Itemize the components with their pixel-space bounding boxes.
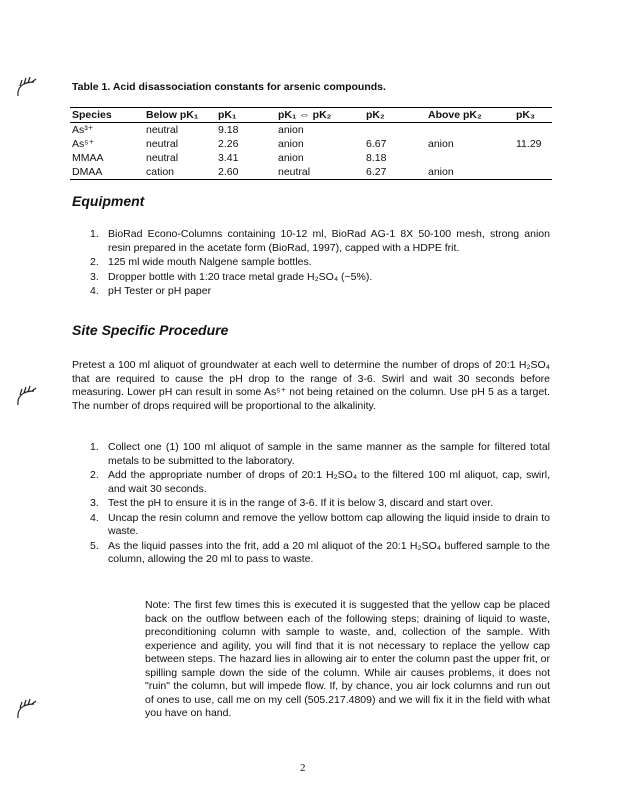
table-cell: anion xyxy=(278,124,304,136)
table-cell xyxy=(514,123,552,138)
list-item xyxy=(90,256,550,270)
table-row xyxy=(70,151,552,165)
step-number: 4. xyxy=(90,511,99,524)
table-header-row xyxy=(70,108,552,123)
table-cell xyxy=(426,151,514,165)
table-cell: cation xyxy=(146,166,175,178)
page-number: 2 xyxy=(300,762,306,774)
step-number: 1. xyxy=(90,441,99,453)
table-row xyxy=(70,123,552,138)
table-cell: As³⁺ xyxy=(72,124,94,136)
table-cell: 2.60 xyxy=(218,166,239,178)
item-text: pH Tester or pH paper xyxy=(108,285,212,297)
column-header: pK₁ ⇔ pK₂ xyxy=(276,108,364,123)
item-number: 3. xyxy=(90,270,99,283)
table-cell: neutral xyxy=(146,138,179,150)
step-number: 3. xyxy=(90,497,99,509)
column-header: pK₃ xyxy=(514,108,552,123)
binder-mark-icon xyxy=(14,76,40,98)
table-cell: DMAA xyxy=(72,166,103,178)
table-cell xyxy=(426,123,514,138)
list-item xyxy=(90,228,550,255)
procedure-steps xyxy=(90,441,550,568)
table-cell xyxy=(514,151,552,165)
table-cell: 6.67 xyxy=(366,138,387,150)
table-cell: neutral xyxy=(146,124,179,136)
step-number: 2. xyxy=(90,469,99,481)
list-item xyxy=(90,512,550,539)
item-number: 4. xyxy=(90,285,99,297)
table-cell xyxy=(514,165,552,180)
column-header: Above pK₂ xyxy=(426,108,514,123)
table-row xyxy=(70,165,552,180)
table-cell: neutral xyxy=(278,166,311,178)
equipment-heading: Equipment xyxy=(72,193,145,209)
list-item xyxy=(90,441,550,468)
column-header: pK₁ xyxy=(216,108,276,123)
table-row xyxy=(70,137,552,151)
step-text: As the liquid passes into the frit, add a 20 ml aliquot of the 20:1 H₂SO₄ buffered sample to the column, allowing the 20 ml to pass to waste. xyxy=(108,539,550,565)
item-text: BioRad Econo-Columns containing 10-12 ml, BioRad AG-1 8X 50-100 mesh, strong anion resin prepared in the acetate form (BioRad, 1997), capped with a HDPE frit. xyxy=(108,228,550,254)
acid-constants-table xyxy=(70,107,552,180)
list-item xyxy=(90,497,550,511)
binder-mark-icon xyxy=(14,385,40,407)
list-item xyxy=(90,469,550,496)
table-cell: 6.27 xyxy=(366,166,387,178)
table-cell: anion xyxy=(278,152,304,164)
list-item xyxy=(90,540,550,567)
list-item xyxy=(90,271,550,285)
step-text: Test the pH to ensure it is in the range of 3-6. If it is below 3, discard and start over. xyxy=(108,497,494,509)
table-cell xyxy=(364,123,426,138)
column-header: pK₂ xyxy=(364,108,426,123)
table-cell: 2.26 xyxy=(218,138,239,150)
equipment-list xyxy=(90,228,550,300)
procedure-intro: Pretest a 100 ml aliquot of groundwater at each well to determine the number of drops of 20:1 H₂SO₄ that are required to cause the pH drop to the range of 3-6. Swirl and wait 30 seconds before measuring. Lower pH can result in some As⁵⁺ not being retained on the column. Use pH 5 as a target. The number of drops required will be proportional to the alkalinity. xyxy=(72,359,550,412)
binder-mark-icon xyxy=(14,698,40,720)
item-text: Dropper bottle with 1:20 trace metal grade H₂SO₄ (~5%). xyxy=(108,270,373,283)
item-text: 125 ml wide mouth Nalgene sample bottles. xyxy=(108,256,312,268)
table-cell: 8.18 xyxy=(366,152,387,164)
column-header: Species xyxy=(70,108,144,123)
table-cell: MMAA xyxy=(72,152,104,164)
table-cell: anion xyxy=(428,166,454,178)
table-cell: 3.41 xyxy=(218,152,239,164)
table-cell: anion xyxy=(278,138,304,150)
item-number: 1. xyxy=(90,228,99,240)
table-cell: anion xyxy=(428,138,454,150)
table-cell: As⁵⁺ xyxy=(72,138,95,150)
procedure-note: Note: The first few times this is executed it is suggested that the yellow cap be placed back on the outflow between each of the following steps; draining of liquid to waste, preconditioning column with sample to waste, and, collection of the sample. With experience and agility, you will find that it is not necessary to replace the yellow cap between steps. The hazard lies in allowing air to enter the column past the upper frit, or spilling sample down the side of the column. While air causes problems, it does not "ruin" the column, but will impede flow. If, by chance, you air lock columns and run out of ones to use, call me on my cell (505.217.4809) and we will fix it in the field with what you have on hand. xyxy=(145,599,550,719)
step-text: Uncap the resin column and remove the yellow bottom cap allowing the liquid inside to drain to waste. xyxy=(108,511,550,537)
step-text: Add the appropriate number of drops of 20:1 H₂SO₄ to the filtered 100 ml aliquot, cap, swirl, and wait 30 seconds. xyxy=(108,469,550,495)
table-cell: neutral xyxy=(146,152,179,164)
table-cell: 11.29 xyxy=(516,138,542,150)
table-caption: Table 1. Acid disassociation constants for arsenic compounds. xyxy=(72,81,386,93)
item-number: 2. xyxy=(90,256,99,268)
table-cell: 9.18 xyxy=(218,124,239,136)
procedure-heading: Site Specific Procedure xyxy=(72,322,229,338)
column-header: Below pK₁ xyxy=(144,108,216,123)
step-number: 5. xyxy=(90,539,99,552)
step-text: Collect one (1) 100 ml aliquot of sample in the same manner as the sample for filtered total metals to be submitted to the laboratory. xyxy=(108,441,550,467)
list-item xyxy=(90,285,550,299)
